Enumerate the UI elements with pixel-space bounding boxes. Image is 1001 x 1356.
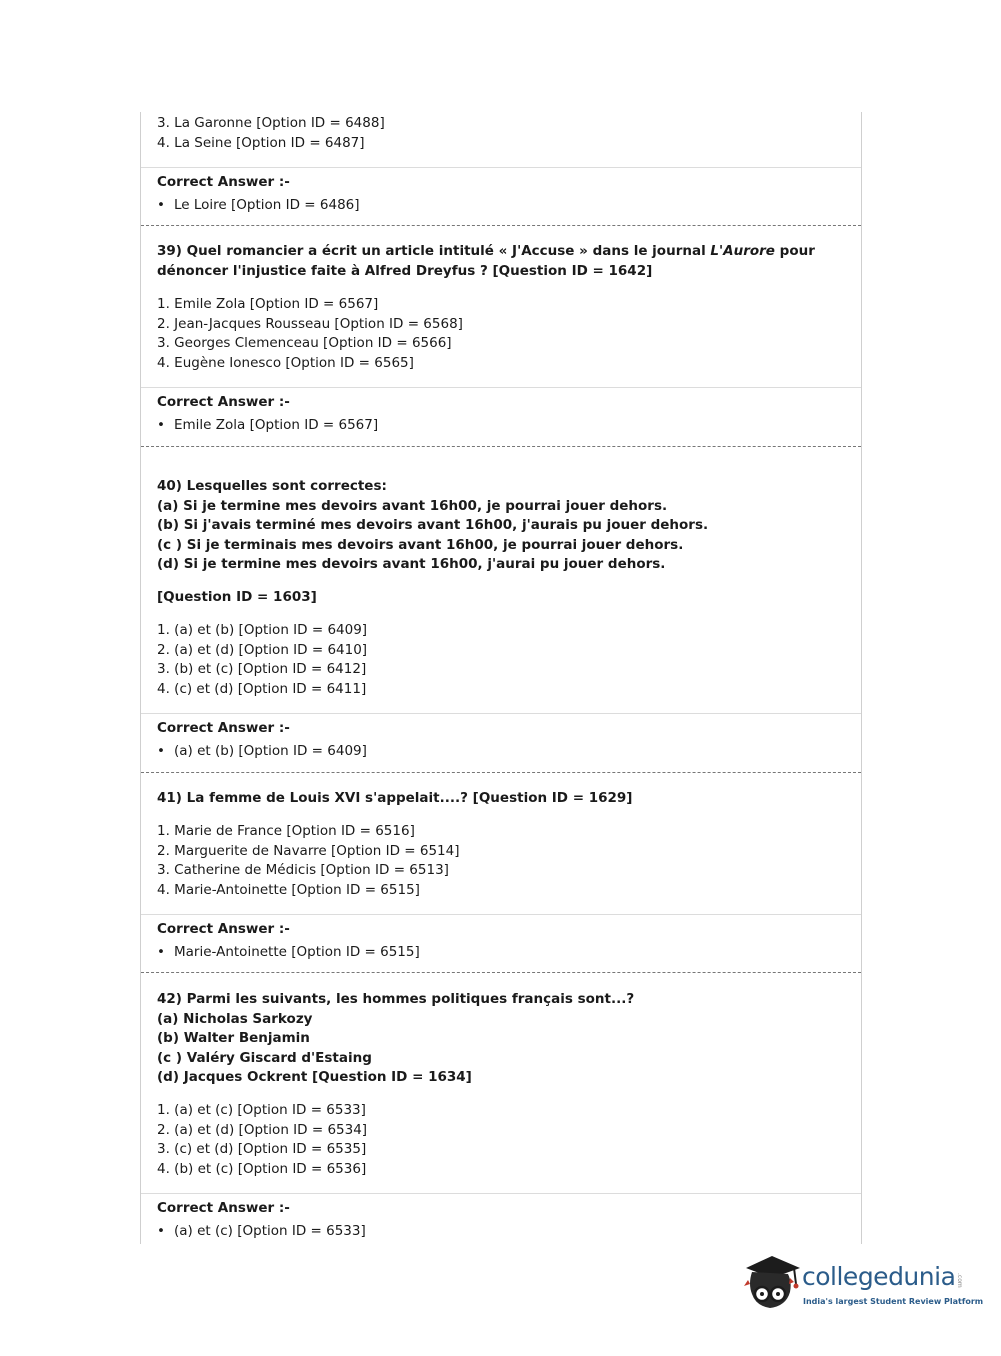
bullet-icon: • bbox=[157, 416, 165, 433]
q38-options bbox=[140, 114, 862, 153]
bullet-icon: • bbox=[157, 1222, 165, 1239]
option: 1. (a) et (c) [Option ID = 6533] bbox=[157, 1102, 366, 1118]
option: 3. (c) et (d) [Option ID = 6535] bbox=[157, 1141, 367, 1157]
question-text: 40) Lesquelles sont correctes: bbox=[157, 478, 387, 494]
option: 1. (a) et (b) [Option ID = 6409] bbox=[157, 622, 368, 638]
option: 2. Marguerite de Navarre [Option ID = 6514] bbox=[157, 842, 460, 859]
statement: (d) Jacques Ockrent [Question ID = 1634] bbox=[157, 1069, 472, 1085]
correct-answer: • Emile Zola [Option ID = 6567] bbox=[157, 416, 845, 436]
divider bbox=[141, 1193, 861, 1194]
statement: (b) Walter Benjamin bbox=[157, 1030, 310, 1046]
correct-answer-label: Correct Answer :- bbox=[157, 921, 290, 937]
statement: (a) Nicholas Sarkozy bbox=[157, 1010, 313, 1027]
correct-answer-label: Correct Answer :- bbox=[157, 394, 290, 410]
q40-answer bbox=[140, 719, 862, 761]
divider bbox=[141, 387, 861, 388]
journal-name: L'Aurore bbox=[710, 243, 775, 259]
logo-com: .com bbox=[956, 1273, 963, 1288]
q39-answer bbox=[140, 393, 862, 435]
option: 4. La Seine [Option ID = 6487] bbox=[157, 134, 365, 151]
question-divider bbox=[141, 972, 861, 973]
option: 3. Catherine de Médicis [Option ID = 6513] bbox=[157, 862, 449, 878]
collegedunia-logo[interactable] bbox=[742, 1250, 984, 1320]
q38-answer bbox=[140, 173, 862, 215]
option: 3. (b) et (c) [Option ID = 6412] bbox=[157, 661, 367, 677]
correct-answer: • Le Loire [Option ID = 6486] bbox=[157, 196, 845, 216]
option: 2. Jean-Jacques Rousseau [Option ID = 6568] bbox=[157, 315, 463, 332]
question-id: [Question ID = 1603] bbox=[157, 589, 317, 605]
question-divider bbox=[141, 225, 861, 226]
option: 2. (a) et (d) [Option ID = 6534] bbox=[157, 1121, 368, 1138]
statement: (c ) Si je terminais mes devoirs avant 16h00, je pourrai jouer dehors. bbox=[157, 536, 684, 553]
divider bbox=[141, 914, 861, 915]
statement: (b) Si j'avais terminé mes devoirs avant 16h00, j'aurais pu jouer dehors. bbox=[157, 517, 709, 533]
correct-answer-label: Correct Answer :- bbox=[157, 174, 290, 190]
q40-options bbox=[140, 621, 862, 699]
statement: (c ) Valéry Giscard d'Estaing bbox=[157, 1049, 372, 1066]
logo-wordmark: collegedunia bbox=[802, 1262, 956, 1291]
divider bbox=[141, 713, 861, 714]
correct-answer: • (a) et (b) [Option ID = 6409] bbox=[157, 742, 845, 762]
bullet-icon: • bbox=[157, 742, 165, 759]
q40-question bbox=[140, 477, 862, 575]
question-text: 39) Quel romancier a écrit un article intitulé « J'Accuse » dans le journal L'Aurore pour dénoncer l'injustice faite à Alfred Dreyfus ? [Question ID = 1642] bbox=[157, 243, 815, 279]
correct-answer-label: Correct Answer :- bbox=[157, 720, 290, 736]
statement: (a) Si je termine mes devoirs avant 16h00, je pourrai jouer dehors. bbox=[157, 497, 668, 514]
option: 4. Eugène Ionesco [Option ID = 6565] bbox=[157, 354, 414, 371]
option: 4. Marie-Antoinette [Option ID = 6515] bbox=[157, 881, 420, 898]
divider bbox=[141, 167, 861, 168]
option: 1. Marie de France [Option ID = 6516] bbox=[157, 823, 415, 839]
option: 4. (b) et (c) [Option ID = 6536] bbox=[157, 1160, 367, 1177]
question-divider bbox=[141, 772, 861, 773]
correct-answer-label: Correct Answer :- bbox=[157, 1200, 290, 1216]
q39-question bbox=[140, 242, 862, 281]
option: 4. (c) et (d) [Option ID = 6411] bbox=[157, 680, 367, 697]
q40-qid bbox=[140, 588, 862, 608]
bullet-icon: • bbox=[157, 943, 165, 960]
statement: (d) Si je termine mes devoirs avant 16h00, j'aurai pu jouer dehors. bbox=[157, 556, 666, 572]
question-text: 42) Parmi les suivants, les hommes politiques français sont...? bbox=[157, 991, 635, 1007]
q39-options bbox=[140, 295, 862, 373]
question-text: 41) La femme de Louis XVI s'appelait....? [Question ID = 1629] bbox=[157, 790, 633, 806]
option: 3. La Garonne [Option ID = 6488] bbox=[157, 115, 385, 131]
correct-answer: • (a) et (c) [Option ID = 6533] bbox=[157, 1222, 845, 1242]
q41-options bbox=[140, 822, 862, 900]
q41-answer bbox=[140, 920, 862, 962]
q42-options bbox=[140, 1101, 862, 1179]
option: 2. (a) et (d) [Option ID = 6410] bbox=[157, 641, 368, 658]
q42-question bbox=[140, 990, 862, 1088]
logo-tagline: India's largest Student Review Platform bbox=[803, 1297, 984, 1306]
bullet-icon: • bbox=[157, 196, 165, 213]
correct-answer: • Marie-Antoinette [Option ID = 6515] bbox=[157, 943, 845, 963]
q41-question bbox=[140, 789, 862, 809]
question-divider bbox=[141, 446, 861, 447]
option: 1. Emile Zola [Option ID = 6567] bbox=[157, 296, 379, 312]
option: 3. Georges Clemenceau [Option ID = 6566] bbox=[157, 335, 452, 351]
mascot-icon bbox=[742, 1250, 802, 1320]
q42-answer bbox=[140, 1199, 862, 1241]
